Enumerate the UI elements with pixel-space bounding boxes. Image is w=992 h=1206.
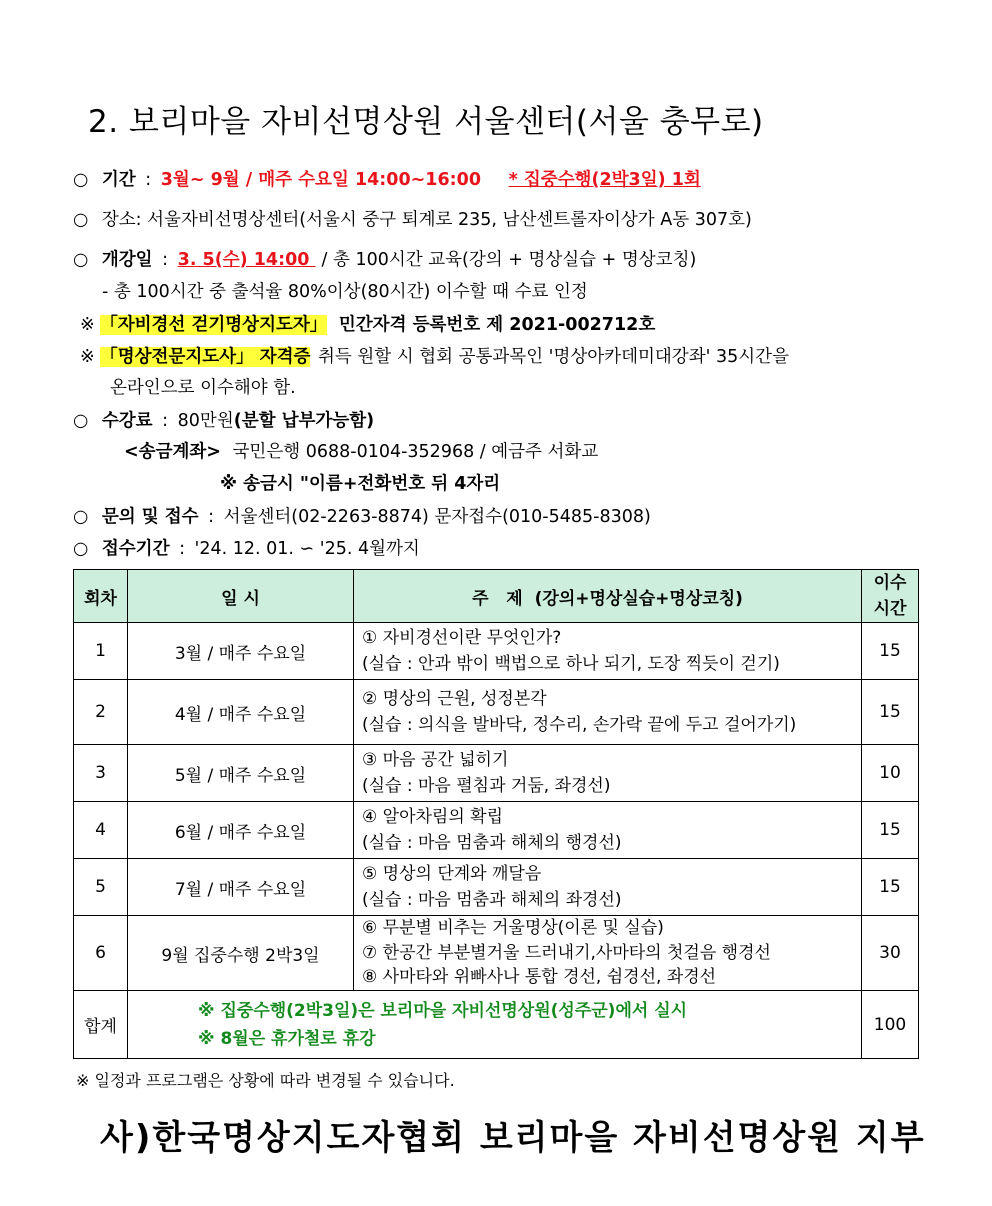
topic-line: (실습 : 마음 멈춤과 해체의 좌경선): [362, 890, 622, 910]
topic-cell: [354, 623, 862, 680]
footer-org-name: 사)한국명상지도자협회 보리마을 자비선명상원 지부: [100, 1118, 926, 1158]
separator: :: [179, 539, 185, 559]
opening-line: [73, 246, 696, 271]
place-line: [73, 206, 752, 231]
opening-label: 개강일: [101, 250, 153, 270]
topic-cell: [354, 916, 862, 991]
header-hours: [862, 570, 919, 623]
date-cell: 7월 / 매주 수요일: [128, 859, 354, 916]
table-row: [74, 802, 919, 859]
date-cell: 3월 / 매주 수요일: [128, 623, 354, 680]
header-topic-sub: (강의+명상실습+명상코칭): [534, 588, 743, 609]
place-text: 장소: 서울자비선명상센터(서울시 중구 퇴계로 235, 남산센트롤자이상가 A동 307호): [101, 210, 752, 230]
topic-cell: [354, 745, 862, 802]
separator: :: [145, 170, 152, 190]
inquiry-label: 문의 및 접수: [101, 507, 199, 527]
table-body: [74, 623, 919, 1059]
total-notes: [128, 991, 862, 1059]
topic-cell: [354, 802, 862, 859]
reference-mark: ※: [80, 315, 95, 335]
table-row: [74, 916, 919, 991]
account-line: [124, 438, 598, 463]
hours-cell: 10: [862, 745, 919, 802]
bullet-circle: ○: [73, 507, 89, 527]
apply-period-line: [73, 535, 420, 560]
schedule-table: [73, 569, 919, 1059]
date-cell: 4월 / 매주 수요일: [128, 680, 354, 745]
topic-line: (실습 : 마음 멈춤과 해체의 행경선): [362, 833, 622, 853]
apply-period-text: '24. 12. 01. ∽ '25. 4월까지: [194, 539, 420, 559]
header-hours-line1: 이수: [873, 573, 907, 593]
topic-line: ① 자비경선이란 무엇인가?: [362, 628, 562, 648]
topic-line: ⑤ 명상의 단계와 깨달음: [362, 864, 542, 884]
round-cell: 2: [74, 680, 128, 745]
round-cell: 4: [74, 802, 128, 859]
topic-cell: [354, 680, 862, 745]
bullet-circle: ○: [73, 170, 89, 190]
cert2-rest2: 온라인으로 이수해야 함.: [110, 378, 296, 398]
cert2-line: [80, 343, 789, 368]
inquiry-text: 서울센터(02-2263-8874) 문자접수(010-5485-8308): [223, 507, 651, 527]
hours-cell: 30: [862, 916, 919, 991]
table-row: [74, 859, 919, 916]
fee-line: [73, 407, 374, 432]
period-line: [73, 166, 701, 191]
separator: :: [208, 507, 215, 527]
table-header-row: [74, 570, 919, 623]
round-cell: 3: [74, 745, 128, 802]
date-cell: 9월 집중수행 2박3일: [128, 916, 354, 991]
topic-line: ③ 마음 공간 넓히기: [362, 750, 509, 770]
total-hours: 100: [862, 991, 919, 1059]
bullet-circle: ○: [73, 210, 89, 230]
hours-cell: 15: [862, 623, 919, 680]
date-cell: 5월 / 매주 수요일: [128, 745, 354, 802]
bullet-circle: ○: [73, 250, 89, 270]
fee-note: (분할 납부가능함): [233, 411, 375, 431]
page-title: 2. 보리마을 자비선명상원 서울센터(서울 충무로): [88, 104, 764, 140]
topic-line: ⑥ 무분별 비추는 거울명상(이론 및 실습): [362, 918, 664, 939]
remit-note: ※ 송금시 "이름+전화번호 뒤 4자리: [220, 474, 501, 494]
opening-date: 3. 5(수) 14:00: [177, 250, 316, 270]
round-cell: 6: [74, 916, 128, 991]
date-cell: 6월 / 매주 수요일: [128, 802, 354, 859]
header-topic: [354, 570, 862, 623]
topic-line: ② 명상의 근원, 성정본각: [362, 689, 547, 709]
bullet-circle: ○: [73, 539, 89, 559]
topic-line: (실습 : 마음 펼침과 거둠, 좌경선): [362, 776, 611, 796]
period-schedule: 3월~ 9월 / 매주 수요일 14:00~16:00: [160, 170, 482, 190]
topic-line: ⑧ 사마타와 위빠사나 통합 경선, 쉼경선, 좌경선: [362, 967, 717, 988]
cert2-highlight: 「명상전문지도사」 자격증: [100, 347, 311, 367]
topic-line: (실습 : 의식을 발바닥, 정수리, 손가락 끝에 두고 걸어가기): [362, 715, 797, 735]
period-retreat: * 집중수행(2박3일) 1회: [508, 170, 701, 190]
cert1-highlight: 「자비경선 걷기명상지도자」: [100, 315, 328, 335]
separator: :: [162, 250, 169, 270]
period-label: 기간: [101, 170, 136, 190]
topic-cell: [354, 859, 862, 916]
total-note1: ※ 집중수행(2박3일)은 보리마을 자비선명상원(성주군)에서 실시: [198, 1000, 688, 1021]
header-round: 회차: [74, 570, 128, 623]
fee-label: 수강료: [101, 411, 153, 431]
account-text: 국민은행 0688-0104-352968 / 예금주 서화교: [232, 442, 599, 462]
fee-amount: 80만원: [177, 411, 234, 431]
round-cell: 5: [74, 859, 128, 916]
hours-cell: 15: [862, 859, 919, 916]
account-label: <송금계좌>: [124, 442, 221, 462]
hours-cell: 15: [862, 680, 919, 745]
topic-line: (실습 : 안과 밖이 백법으로 하나 되기, 도장 찍듯이 걷기): [362, 654, 780, 674]
attendance-note: - 총 100시간 중 출석율 80%이상(80시간) 이수할 때 수료 인정: [102, 282, 588, 302]
topic-line: ⑦ 한공간 부분별거울 드러내기,사마타의 첫걸음 행경선: [362, 942, 771, 963]
total-label: 합계: [74, 991, 128, 1059]
total-row: [74, 991, 919, 1059]
topic-line: ④ 알아차림의 확립: [362, 807, 504, 827]
header-hours-line2: 시간: [873, 599, 907, 619]
hours-cell: 15: [862, 802, 919, 859]
cert1-line: [80, 311, 655, 336]
opening-rest: / 총 100시간 교육(강의 + 명상실습 + 명상코칭): [321, 250, 697, 270]
cert1-rest: 민간자격 등록번호 제 2021-002712호: [338, 315, 656, 335]
separator: :: [162, 411, 169, 431]
reference-mark: ※: [80, 347, 95, 367]
change-note: ※ 일정과 프로그램은 상황에 따라 변경될 수 있습니다.: [76, 1071, 455, 1090]
bullet-circle: ○: [73, 411, 89, 431]
apply-period-label: 접수기간: [101, 539, 170, 559]
round-cell: 1: [74, 623, 128, 680]
header-date: 일 시: [128, 570, 354, 623]
total-note2: ※ 8월은 휴가철로 휴강: [198, 1028, 376, 1049]
table-row: [74, 623, 919, 680]
inquiry-line: [73, 503, 651, 528]
table-row: [74, 745, 919, 802]
cert2-rest: 취득 원할 시 협회 공통과목인 '명상아카데미대강좌' 35시간을: [317, 347, 789, 367]
header-topic-main: 주 제: [472, 588, 523, 609]
table-row: [74, 680, 919, 745]
